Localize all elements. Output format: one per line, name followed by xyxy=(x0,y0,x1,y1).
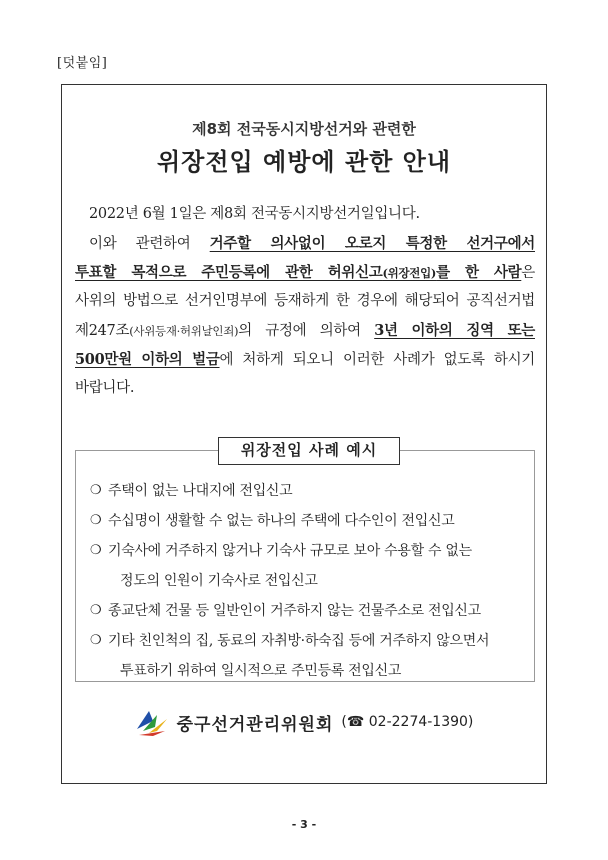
body-line-7 xyxy=(75,374,535,403)
body-line-5-small: (사위등재·허위날인죄) xyxy=(129,324,239,338)
body-line-2 xyxy=(75,229,535,258)
body-line-6-plain: 에 처하게 되오니 이러한 사례가 없도록 하시기 xyxy=(219,352,536,368)
body-line-2-plain: 이와 관련하여 xyxy=(89,236,210,252)
attachment-label: [덧붙임] xyxy=(57,56,108,71)
example-item xyxy=(90,476,525,506)
notice-title: 위장전입 예방에 관한 안내 xyxy=(156,148,452,176)
body-line-4 xyxy=(75,287,535,316)
example-item-line: 주택이 없는 나대지에 전입신고 xyxy=(108,483,293,499)
body-line-3-small: (위장전입) xyxy=(382,266,437,280)
body-line-3-emph2: 를 한 사람 xyxy=(436,264,522,281)
notice-frame xyxy=(61,84,547,784)
body-line-1-text: 2022년 6월 1일은 제8회 전국동시지방선거일입니다. xyxy=(89,206,420,222)
bullet-circle-icon: ❍ xyxy=(90,543,102,558)
body-line-4-text: 사위의 방법으로 선거인명부에 등재하게 한 경우에 해당되어 공직선거법 xyxy=(75,293,535,309)
example-item-line-continued: 정도의 인원이 기숙사로 전입신고 xyxy=(120,573,318,589)
body-line-1 xyxy=(75,200,535,229)
body-line-6 xyxy=(75,345,535,374)
bullet-circle-icon: ❍ xyxy=(90,513,102,528)
body-line-5-plain2: 의 규정에 의하여 xyxy=(238,323,375,339)
notice-subtitle: 제8회 전국동시지방선거와 관련한 xyxy=(192,120,416,138)
bullet-circle-icon: ❍ xyxy=(90,603,102,618)
example-item-line: 종교단체 건물 등 일반인이 거주하지 않는 건물주소로 전입신고 xyxy=(108,603,481,619)
example-item xyxy=(90,626,525,686)
footer-phone: (☎ 02-2274-1390) xyxy=(341,714,474,730)
body-line-5 xyxy=(75,316,535,345)
example-item-line: 기타 친인척의 집, 동료의 자취방·하숙집 등에 거주하지 않으면서 xyxy=(108,633,490,649)
example-item-line: 수십명이 생활할 수 없는 하나의 주택에 다수인이 전입신고 xyxy=(108,513,455,529)
page-number: - 3 - xyxy=(291,818,317,831)
body-line-7-text: 바랍니다. xyxy=(75,380,135,396)
footer xyxy=(62,707,546,737)
example-item xyxy=(90,506,525,536)
example-item xyxy=(90,596,525,626)
body-line-5-plain1: 제247조 xyxy=(75,323,130,339)
notice-body xyxy=(75,200,535,403)
example-item-line: 기숙사에 거주하지 않거나 기숙사 규모로 보아 수용할 수 없는 xyxy=(108,543,472,559)
body-line-3 xyxy=(75,258,535,287)
example-item xyxy=(90,536,525,596)
body-line-3-emph: 투표할 목적으로 주민등록에 관한 허위신고 xyxy=(75,264,383,281)
examples-title: 위장전입 사례 예시 xyxy=(218,437,400,465)
body-line-5-emph: 3년 이하의 징역 또는 xyxy=(374,322,535,339)
bullet-circle-icon: ❍ xyxy=(90,483,102,498)
election-commission-logo-icon xyxy=(135,707,169,737)
bullet-circle-icon: ❍ xyxy=(90,633,102,648)
body-line-3-plain: 은 xyxy=(521,265,536,281)
body-line-6-emph: 500만원 이하의 벌금 xyxy=(75,351,220,368)
examples-box xyxy=(75,441,535,682)
footer-org-name: 중구선거관리위원회 xyxy=(176,714,334,735)
example-item-line-continued: 투표하기 위하여 일시적으로 주민등록 전입신고 xyxy=(120,663,402,679)
examples-list xyxy=(90,476,525,686)
body-line-2-emph: 거주할 의사없이 오로지 특정한 선거구에서 xyxy=(209,235,535,252)
